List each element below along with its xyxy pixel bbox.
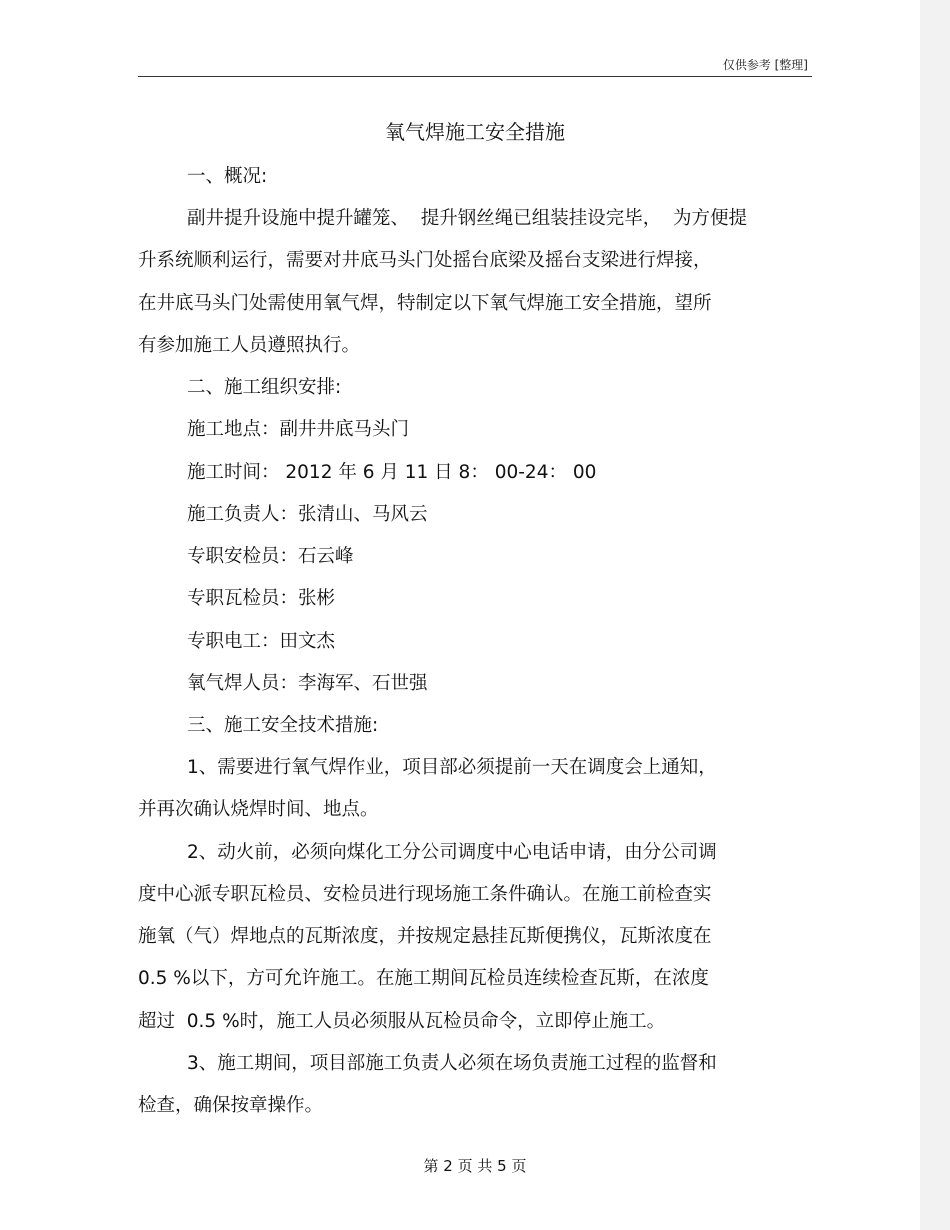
section-heading: 三、施工安全技术措施:	[187, 715, 379, 736]
paragraph-line: 2、动火前，必须向煤化工分公司调度中心电话申请，由分公司调	[187, 842, 717, 863]
page-edge	[920, 0, 950, 1230]
page-number: 第 2 页 共 5 页	[423, 1157, 527, 1175]
section-heading: 二、施工组织安排:	[187, 377, 342, 398]
paragraph-line: 升系统顺利运行，需要对井底马头门处摇台底梁及摇台支梁进行焊接，	[138, 250, 712, 271]
info-line: 施工时间： 2012 年 6 月 11 日 8： 00-24： 00	[187, 462, 597, 483]
header-rule	[138, 76, 812, 77]
paragraph-line: 在井底马头门处需使用氧气焊，特制定以下氧气焊施工安全措施，望所	[138, 293, 712, 314]
paragraph-line: 副井提升设施中提升罐笼、 提升钢丝绳已组装挂设完毕， 为方便提	[187, 208, 748, 229]
paragraph-line: 3、施工期间，项目部施工负责人必须在场负责施工过程的监督和	[187, 1053, 717, 1074]
section-heading: 一、概况:	[187, 166, 268, 187]
paragraph-line: 1、需要进行氧气焊作业，项目部必须提前一天在调度会上通知，	[187, 757, 717, 778]
info-line: 施工地点：副井井底马头门	[187, 419, 410, 440]
paragraph-line: 施氧（气）焊地点的瓦斯浓度，并按规定悬挂瓦斯便携仪，瓦斯浓度在	[138, 926, 712, 947]
paragraph-line: 有参加施工人员遵照执行。	[138, 335, 361, 356]
paragraph-line: 度中心派专职瓦检员、安检员进行现场施工条件确认。在施工前检查实	[138, 884, 712, 905]
header-note: 仅供参考 [整理]	[722, 58, 808, 72]
paragraph-line: 并再次确认烧焊时间、地点。	[138, 799, 379, 820]
info-line: 施工负责人：张清山、马风云	[187, 504, 428, 525]
info-line: 专职瓦检员：张彬	[187, 588, 336, 609]
info-line: 专职电工：田文杰	[187, 631, 336, 652]
info-line: 氧气焊人员：李海军、石世强	[187, 673, 428, 694]
paragraph-line: 超过 0.5 %时，施工人员必须服从瓦检员命令，立即停止施工。	[138, 1011, 666, 1032]
paragraph-line: 0.5 %以下，方可允许施工。在施工期间瓦检员连续检查瓦斯，在浓度	[138, 968, 709, 989]
info-line: 专职安检员：石云峰	[187, 546, 354, 567]
document-title: 氧气焊施工安全措施	[385, 120, 565, 144]
paragraph-line: 检查，确保按章操作。	[138, 1095, 324, 1116]
